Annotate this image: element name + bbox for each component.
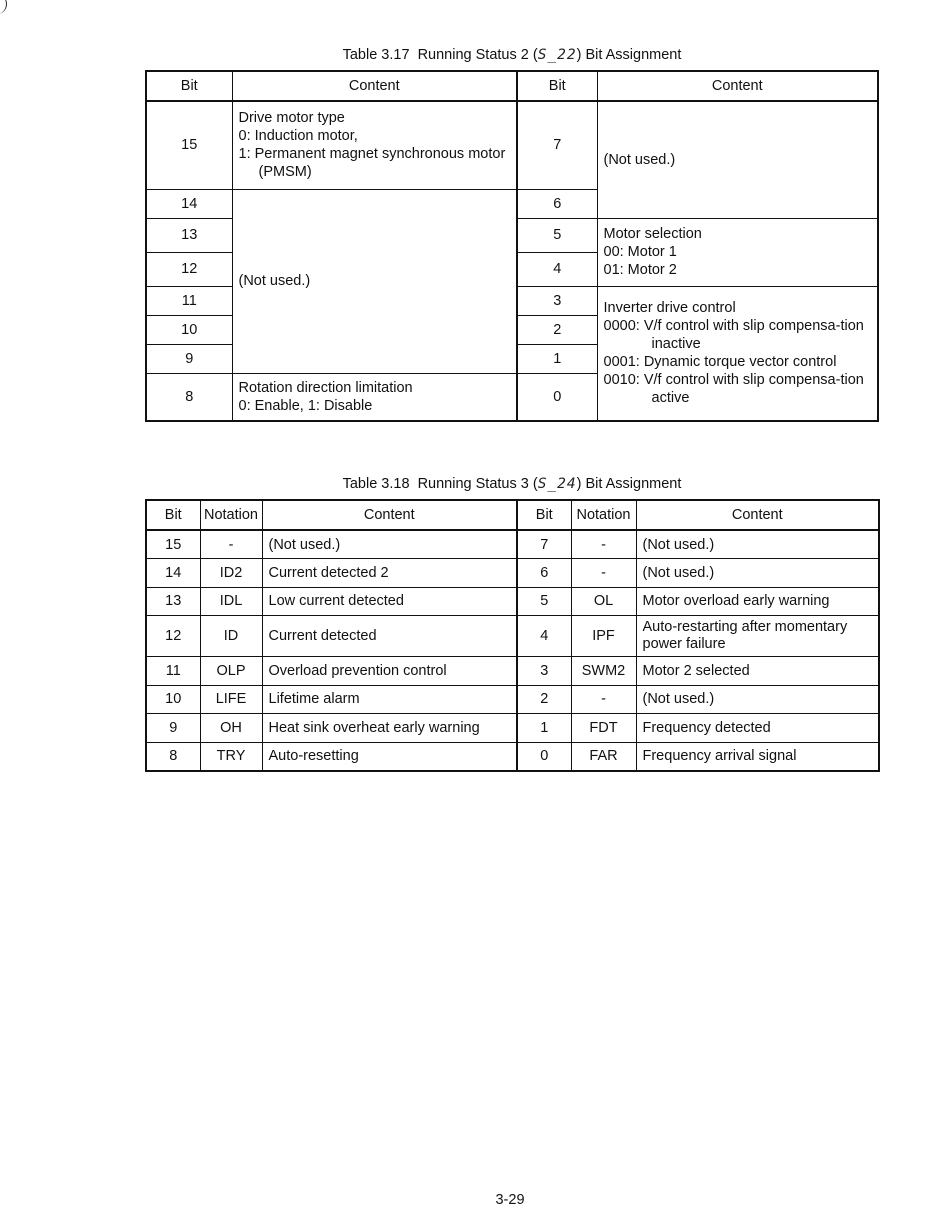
cell-content: (Not used.) xyxy=(262,530,517,559)
cell-notation-right: OL xyxy=(571,587,636,616)
cell-notation-right: SWM2 xyxy=(571,657,636,686)
table-row xyxy=(146,685,879,714)
bit-cell: 11 xyxy=(146,286,232,315)
rotation-direction-cell: Rotation direction limitation 0: Enable, 1: Disable xyxy=(232,373,517,421)
cell-notation: OH xyxy=(200,714,262,743)
bit-cell: 15 xyxy=(146,101,232,189)
cell-notation-right: - xyxy=(571,559,636,588)
drive-motor-type-cell: Drive motor type 0: Induction motor, 1: Permanent magnet synchronous motor (PMSM) xyxy=(232,101,517,189)
table-row xyxy=(146,530,879,559)
bit-cell: 3 xyxy=(517,286,597,315)
table-row xyxy=(146,714,879,743)
header-bit-right: Bit xyxy=(517,500,571,530)
bit-cell: 13 xyxy=(146,218,232,252)
cell-notation-right: FDT xyxy=(571,714,636,743)
cell-notation: LIFE xyxy=(200,685,262,714)
table-row xyxy=(146,559,879,588)
bit-cell: 6 xyxy=(517,189,597,218)
cell-content: Lifetime alarm xyxy=(262,685,517,714)
header-content-right: Content xyxy=(636,500,879,530)
table-18-body xyxy=(146,530,879,771)
cell-content-right: Auto-restarting after momentary power failure xyxy=(636,616,879,657)
cell-bit-right: 6 xyxy=(517,559,571,588)
code-s24: S_24 xyxy=(537,476,577,492)
table-row xyxy=(146,616,879,657)
margin-mark xyxy=(0,0,7,14)
cell-notation-right: - xyxy=(571,530,636,559)
cell-bit: 10 xyxy=(146,685,200,714)
table-row xyxy=(146,587,879,616)
cell-bit: 14 xyxy=(146,559,200,588)
cell-content: Heat sink overheat early warning xyxy=(262,714,517,743)
header-content: Content xyxy=(262,500,517,530)
cell-bit-right: 2 xyxy=(517,685,571,714)
cell-content-right: (Not used.) xyxy=(636,530,879,559)
cell-bit-right: 4 xyxy=(517,616,571,657)
left-not-used-cell: (Not used.) xyxy=(232,189,517,373)
cell-notation: IDL xyxy=(200,587,262,616)
header-content: Content xyxy=(232,71,517,101)
cell-bit-right: 1 xyxy=(517,714,571,743)
table-18 xyxy=(145,499,880,772)
cell-bit: 11 xyxy=(146,657,200,686)
cell-content-right: (Not used.) xyxy=(636,559,879,588)
cell-content: Current detected xyxy=(262,616,517,657)
cell-content-right: Frequency arrival signal xyxy=(636,742,879,771)
cell-bit-right: 0 xyxy=(517,742,571,771)
cell-content-right: Frequency detected xyxy=(636,714,879,743)
header-notation: Notation xyxy=(200,500,262,530)
cell-content: Overload prevention control xyxy=(262,657,517,686)
cell-bit-right: 5 xyxy=(517,587,571,616)
cell-bit: 15 xyxy=(146,530,200,559)
cell-bit: 8 xyxy=(146,742,200,771)
cell-bit-right: 3 xyxy=(517,657,571,686)
cell-notation: ID2 xyxy=(200,559,262,588)
cell-content-right: Motor overload early warning xyxy=(636,587,879,616)
cell-notation-right: - xyxy=(571,685,636,714)
cell-bit-right: 7 xyxy=(517,530,571,559)
cell-notation-right: IPF xyxy=(571,616,636,657)
bit-cell: 1 xyxy=(517,344,597,373)
bit-cell: 5 xyxy=(517,218,597,252)
header-bit: Bit xyxy=(146,71,232,101)
bit-cell: 9 xyxy=(146,344,232,373)
inverter-drive-control-cell: Inverter drive control 0000: V/f control with slip compensa-tion inactive 0001: Dynamic torque vector control 0010: V/f control with slip compensa-tion active xyxy=(597,286,878,421)
bit-cell: 12 xyxy=(146,252,232,286)
header-notation-right: Notation xyxy=(571,500,636,530)
cell-bit: 12 xyxy=(146,616,200,657)
cell-content: Low current detected xyxy=(262,587,517,616)
bit-cell: 4 xyxy=(517,252,597,286)
header-content-right: Content xyxy=(597,71,878,101)
header-bit: Bit xyxy=(146,500,200,530)
header-bit-right: Bit xyxy=(517,71,597,101)
cell-content-right: Motor 2 selected xyxy=(636,657,879,686)
bit-cell: 14 xyxy=(146,189,232,218)
cell-notation: ID xyxy=(200,616,262,657)
bit-cell: 0 xyxy=(517,373,597,421)
cell-content-right: (Not used.) xyxy=(636,685,879,714)
table-row xyxy=(146,657,879,686)
bit-cell: 2 xyxy=(517,315,597,344)
cell-content: Auto-resetting xyxy=(262,742,517,771)
motor-selection-cell: Motor selection 00: Motor 1 01: Motor 2 xyxy=(597,218,878,286)
cell-notation: - xyxy=(200,530,262,559)
bit-cell: 10 xyxy=(146,315,232,344)
right-not-used-cell: (Not used.) xyxy=(597,101,878,218)
bit-cell: 8 xyxy=(146,373,232,421)
table-17 xyxy=(145,70,879,422)
cell-notation-right: FAR xyxy=(571,742,636,771)
page-number: 3-29 xyxy=(495,1192,525,1208)
table-row xyxy=(146,742,879,771)
cell-notation: OLP xyxy=(200,657,262,686)
cell-content: Current detected 2 xyxy=(262,559,517,588)
cell-bit: 9 xyxy=(146,714,200,743)
bit-cell: 7 xyxy=(517,101,597,189)
cell-bit: 13 xyxy=(146,587,200,616)
cell-notation: TRY xyxy=(200,742,262,771)
table-17-caption: Table 3.17 Running Status 2 (S_22) Bit Assignment xyxy=(342,47,682,63)
table-18-caption: Table 3.18 Running Status 3 (S_24) Bit Assignment xyxy=(342,476,682,492)
code-s22: S_22 xyxy=(537,47,577,63)
